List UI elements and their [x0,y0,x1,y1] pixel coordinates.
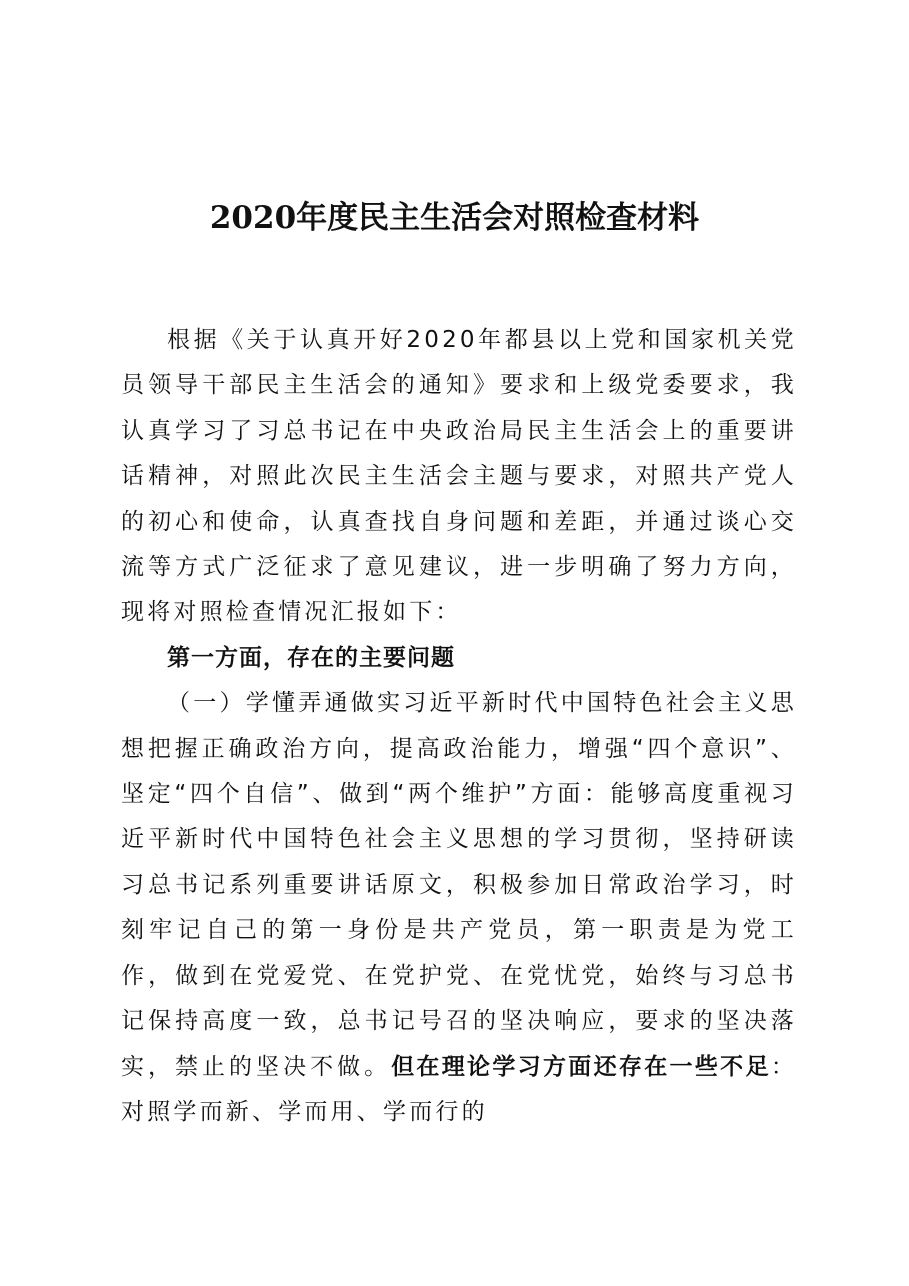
subsection-tail-text: ：对照学而新、学而用、学而行的 [121,1053,798,1125]
section-heading: 第一方面，存在的主要问题 [167,644,455,671]
subsection-bold-text: 但在理论学习方面还存在一些不足 [391,1053,771,1080]
document-body [121,318,797,1135]
subsection-paragraph [121,681,797,1135]
document-title: 2020年度民主生活会对照检查材料 [209,200,700,236]
subsection-text: （一）学懂弄通做实习近平新时代中国特色社会主义思想把握正确政治方向，提高政治能力，增强“四个意识”、坚定“四个自信”、做到“两个维护”方面：能够高度重视习近平新时代中国特色社会主义思想的学习贯彻，坚持研读习总书记系列重要讲话原文，积极参加日常政治学习，时刻牢记自己的第一身份是共产党员，第一职责是为党工作，做到在党爱党、在党护党、在党忧党，始终与习总书记保持高度一致，总书记号召的坚决响应，要求的坚决落实，禁止的坚决不做。 [121,690,797,1080]
intro-paragraph: 根据《关于认真开好2020年都县以上党和国家机关党员领导干部民主生活会的通知》要求和上级党委要求，我认真学习了习总书记在中央政治局民主生活会上的重要讲话精神，对照此次民主生活会主题与要求，对照共产党人的初心和使命，认真查找自身问题和差距，并通过谈心交流等方式广泛征求了意见建议，进一步明确了努力方向，现将对照检查情况汇报如下： [121,327,797,626]
